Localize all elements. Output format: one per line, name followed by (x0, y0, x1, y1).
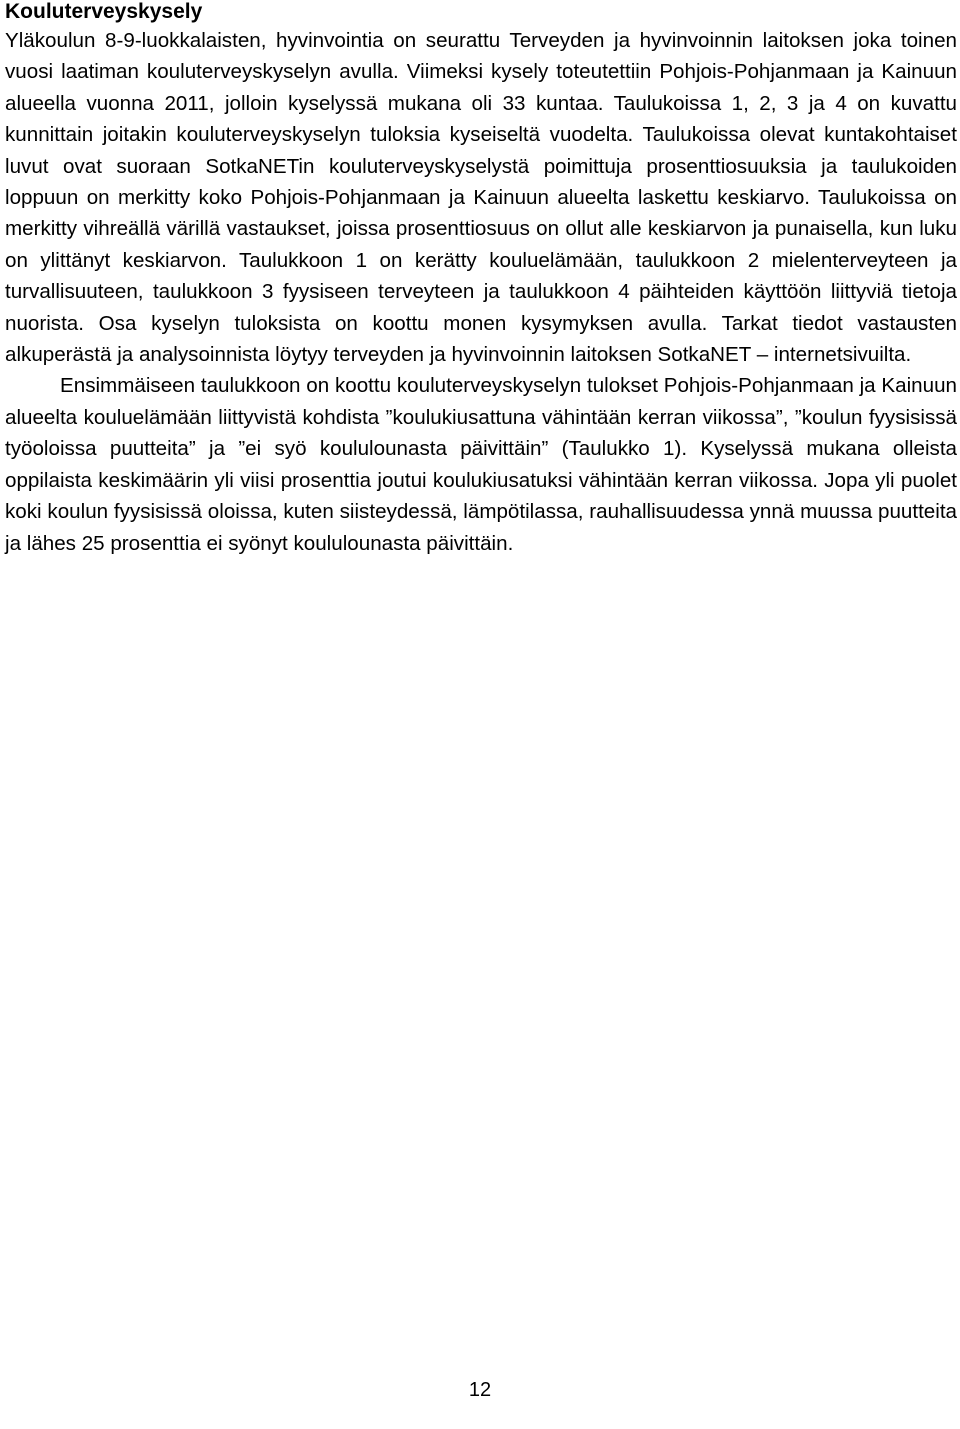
body-paragraph: Ensimmäiseen taulukkoon on koottu kouluterveyskyselyn tulokset Pohjois-Pohjanmaan ja Kainuun alueelta kouluelämään liittyvistä kohdista ”koulukiusattuna vähintään kerran viikossa”, ”koulun fyysisissä työoloissa puutteita” ja ”ei syö koululounasta päivittäin” (Taulukko 1). Kyselyssä mukana olleista oppilaista keskimäärin yli viisi prosenttia joutui koulukiusatuksi vähintään kerran viikossa. Jopa yli puolet koki koulun fyysisissä oloissa, kuten siisteydessä, lämpötilassa, rauhallisuudessa ynnä muussa puutteita ja lähes 25 prosenttia ei syönyt koululounasta päivittäin. (5, 374, 957, 555)
section-heading: Kouluterveyskysely (5, 0, 203, 23)
document-page (5, 0, 957, 559)
page-number: 12 (468, 1379, 492, 1401)
body-paragraph: Yläkoulun 8-9-luokkalaisten, hyvinvointia on seurattu Terveyden ja hyvinvoinnin laitoksen joka toinen vuosi laatiman kouluterveyskyselyn avulla. Viimeksi kysely toteutettiin Pohjois-Pohjanmaan ja Kainuun alueella vuonna 2011, jolloin kyselyssä mukana oli 33 kuntaa. Taulukoissa 1, 2, 3 ja 4 on kuvattu kunnittain joitakin kouluterveyskyselyn tuloksia kyseiseltä vuodelta. Taulukoissa olevat kuntakohtaiset luvut ovat suoraan SotkaNETin kouluterveyskyselystä poimittuja prosenttiosuuksia ja taulukoiden loppuun on merkitty koko Pohjois-Pohjanmaan ja Kainuun alueelta laskettu keskiarvo. Taulukoissa on merkitty vihreällä värillä vastaukset, joissa prosenttiosuus on ollut alle keskiarvon ja punaisella, kun luku on ylittänyt keskiarvon. Taulukkoon 1 on kerätty kouluelämään, taulukkoon 2 mielenterveyteen ja turvallisuuteen, taulukkoon 3 fyysiseen terveyteen ja taulukkoon 4 päihteiden käyttöön liittyviä tietoja nuorista. Osa kyselyn tuloksista on koottu monen kysymyksen avulla. Tarkat tiedot vastausten alkuperästä ja analysoinnista löytyy terveyden ja hyvinvoinnin laitoksen SotkaNET – internetsivuilta. (5, 29, 957, 367)
